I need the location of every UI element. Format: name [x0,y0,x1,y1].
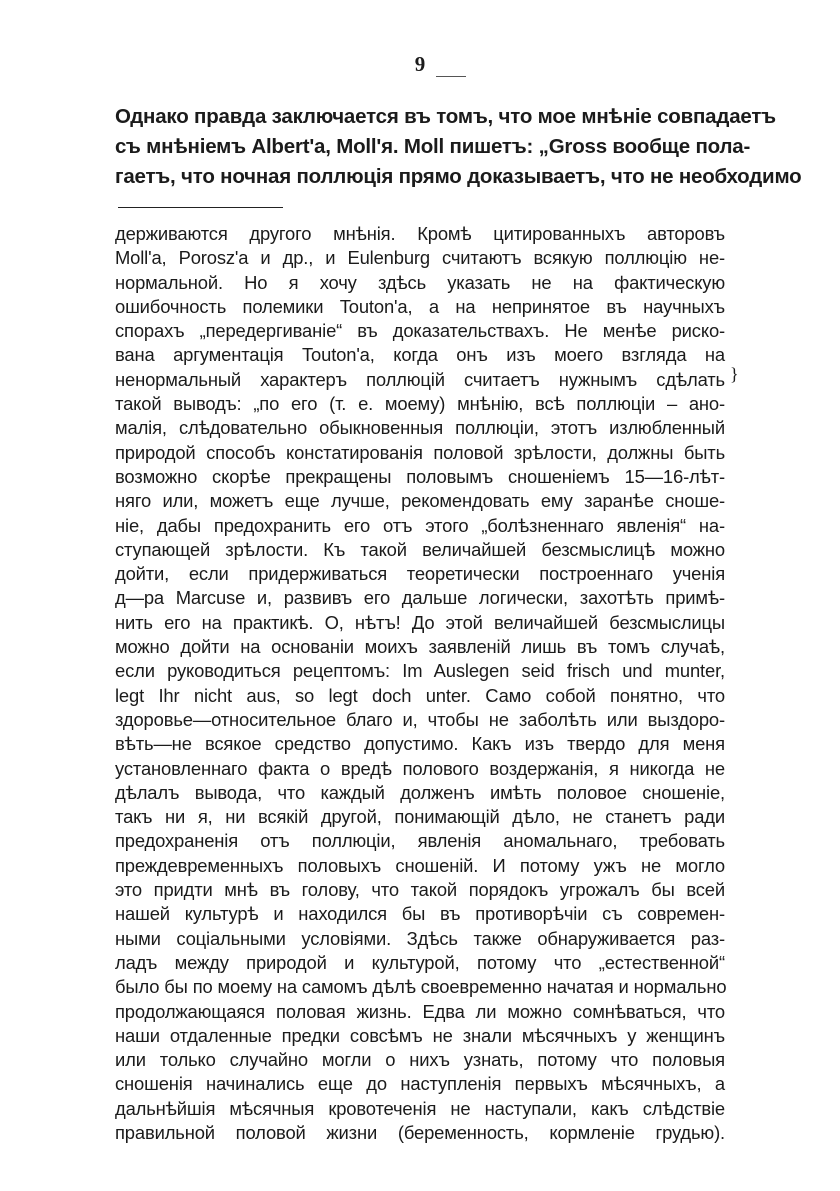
footnote-line: продолжающаяся половая жизнь. Едва ли можно сомнѣваться, что [115,1000,725,1022]
footnote-line: дѣлалъ вывода, что каждый долженъ имѣть половое сношеніе, [115,781,725,803]
footnote-line: ошибочность полемики Touton'a, а на непринятое въ научныхъ [115,295,725,317]
footnote-line: предохраненія отъ поллюціи, явленія аномальнаго, требовать [115,830,725,852]
footnote-line: ненормальный характеръ поллюцій считаетъ нужнымъ сдѣлать [115,368,725,390]
footnote-line: держиваются другого мнѣнія. Кромѣ цитированныхъ авторовъ [115,223,725,244]
footnote-line: или только случайно могли о нихъ узнать, потому что половыя [115,1049,725,1071]
footnote-line: установленнаго факта о вредѣ полового воздержанія, я никогда не [115,757,725,779]
footnote-line: такой выводъ: „по его (т. е. моему) мнѣнію, всѣ поллюціи – ано- [115,393,725,415]
footnote-line: дальнѣйшія мѣсячныя кровотеченія не наступали, какъ слѣдствіе [115,1097,725,1119]
footnote-line: д—ра Marcuse и, развивъ его дальше логически, захотѣть примѣ- [115,587,725,609]
footnote-line: если руководиться рецептомъ: Im Auslegen seid frisch und munter, [115,660,725,682]
footnote-line: можно дойти на основаніи моихъ заявленій лишь въ томъ случаѣ, [115,636,725,658]
page-number [0,52,840,77]
margin-bracket: } [730,364,739,384]
footnote-line: вѣть—не всякое средство допустимо. Какъ изъ твердо для меня [115,733,725,755]
footnote-line: малія, слѣдовательно обыкновенныя поллюціи, этотъ излюбленный [115,417,725,439]
page-number-underline [436,76,466,77]
main-line: гаетъ, что ночная поллюція прямо доказываетъ, что не необходимо [115,165,802,188]
footnote-line: здоровье—относительное благо и, чтобы не заболѣть или выздоро- [115,708,725,730]
main-paragraph [115,102,802,192]
footnote-line: правильной половой жизни (беременность, кормленіе грудью). [115,1121,725,1143]
footnote-line: нашей культурѣ и находился бы въ противорѣчіи съ современ- [115,903,725,925]
footnote-line: спорахъ „передергиваніе“ въ доказательствахъ. Не менѣе риско- [115,320,725,342]
footnote-text [115,222,725,1145]
footnote-line: ными соціальными условіями. Здѣсь также обнаруживается раз- [115,927,725,949]
footnote-line: ніе, дабы предохранить его отъ этого „болѣзненнаго явленія“ на- [115,514,725,536]
footnote-line: наши отдаленные предки совсѣмъ не знали мѣсячныхъ у женщинъ [115,1024,725,1046]
footnote-line: ладъ между природой и культурой, потому что „естественной“ [115,951,725,973]
footnote-line: вана аргументація Touton'a, когда онъ изъ моего взгляда на [115,344,725,366]
page-number-text: 9 [414,52,426,76]
footnote-line: было бы по моему на самомъ дѣлѣ своевременно начатая и нормально [115,976,727,998]
footnote-line: такъ ни я, ни всякій другой, понимающій дѣло, не станетъ ради [115,806,725,828]
footnote-line: это придти мнѣ въ голову, что такой порядокъ угрожалъ бы всей [115,879,725,901]
footnote-divider [118,207,283,208]
footnote-line: природой способъ констатированія половой зрѣлости, должны быть [115,441,725,463]
footnote-line: legt Ihr nicht aus, so legt doch unter. Само собой понятно, что [115,684,725,706]
main-line: Однако правда заключается въ томъ, что мое мнѣніе совпадаетъ [115,105,776,128]
footnote-line: нить его на практикѣ. О, нѣтъ! До этой величайшей безсмыслицы [115,611,725,633]
footnote-line: нормальной. Но я хочу здѣсь указать не на фактическую [115,271,725,293]
footnote-line: сношенія начинались еще до наступленія первыхъ мѣсячныхъ, а [115,1073,725,1095]
footnote-line: ступающей зрѣлости. Къ такой величайшей безсмыслицѣ можно [115,538,725,560]
footnote-line: Moll'a, Porosz'a и др., и Eulenburg считаютъ всякую поллюцію не- [115,247,725,269]
footnote-line: няго или, можетъ еще лучше, рекомендовать ему заранѣе сноше- [115,490,725,512]
footnote-line: преждевременныхъ половыхъ сношеній. И потому ужъ не могло [115,854,725,876]
footnote-line: дойти, если придерживаться теоретически построеннаго ученія [115,563,725,585]
footnote-line: возможно скорѣе прекращены половымъ сношеніемъ 15—16-лѣт- [115,465,725,487]
main-line: съ мнѣніемъ Albert'a, Moll'я. Moll пишетъ: „Gross вообще пола- [115,135,751,158]
